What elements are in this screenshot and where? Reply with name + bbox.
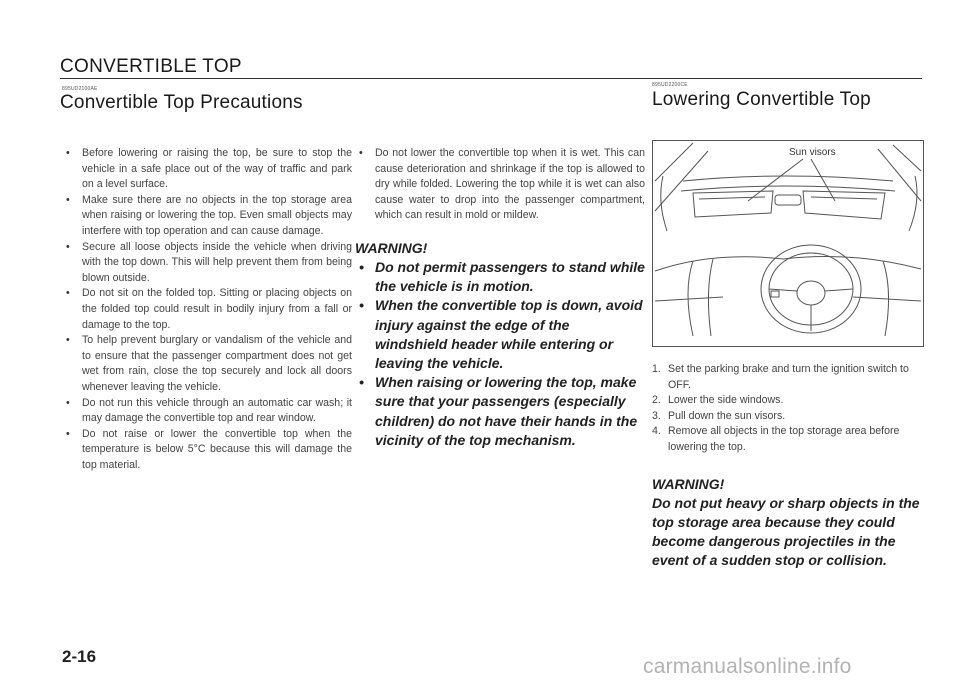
list-item xyxy=(652,362,924,393)
sun-visors-label: Sun visors xyxy=(789,147,836,158)
list-item: • Before lowering or raising the top, be sure to stop the vehicle in a safe place out of the way of traffic and park on a level surface. xyxy=(62,146,352,193)
step-number: 1. xyxy=(652,363,661,375)
step-number: 2. xyxy=(652,394,661,407)
list-item xyxy=(652,424,924,455)
dashboard-illustration xyxy=(653,141,923,346)
warning-list xyxy=(355,258,645,450)
precautions-heading: Convertible Top Precautions xyxy=(60,92,303,113)
warning-title: WARNING! xyxy=(652,475,725,492)
step-number: 3. xyxy=(652,409,661,422)
right-section-code: 895UD2200CE xyxy=(652,82,688,88)
list-item xyxy=(652,409,924,425)
precautions-list xyxy=(62,146,352,473)
precautions-list-continued xyxy=(355,146,645,224)
precautions-column-continued xyxy=(355,146,645,450)
warning-item: • When raising or lowering the top, make sure that your passengers (especially children) do not have their hands in the vicinity of the top mechanism. xyxy=(355,373,645,450)
step-number: 4. xyxy=(652,425,661,438)
step-text: Lower the side windows. xyxy=(668,394,784,407)
lowering-column xyxy=(652,362,924,570)
warning-text: Do not put heavy or sharp objects in the top storage area because they could become dangerous projectiles in the event of a sudden stop or collision. xyxy=(652,494,920,569)
sun-visors-figure xyxy=(652,140,924,347)
page-number: 2-16 xyxy=(62,647,97,666)
step-text: Pull down the sun visors. xyxy=(668,409,786,422)
section-title: CONVERTIBLE TOP xyxy=(60,56,242,77)
lowering-steps xyxy=(652,362,924,456)
list-item: • Do not raise or lower the convertible top when the temperature is below 5°C because this will damage the top material. xyxy=(62,427,352,474)
step-text: Set the parking brake and turn the ignition switch to OFF. xyxy=(668,363,909,391)
left-section-code: 895UD2100AE xyxy=(62,86,98,92)
list-item: • To help prevent burglary or vandalism of the vehicle and to ensure that the passenger compartment does not get wet from rain, close the top securely and lock all doors whenever leaving the vehicle. xyxy=(62,333,352,395)
warning-title: WARNING! xyxy=(355,239,428,256)
warning-item: • Do not permit passengers to stand while the vehicle is in motion. xyxy=(355,258,645,296)
list-item: • Do not lower the convertible top when it is wet. This can cause deterioration and shrinkage if the top is allowed to dry while folded. Lowering the top while it is wet can also cause water to drop into the passenger compartment, which can result in mold or mildew. xyxy=(355,146,645,224)
list-item: • Make sure there are no objects in the top storage area when raising or lowering the top. Even small objects may interfere with top operation and can cause damage. xyxy=(62,193,352,240)
list-item xyxy=(652,393,924,409)
list-item: • Secure all loose objects inside the vehicle when driving with the top down. This will help prevent them from being blown outside. xyxy=(62,240,352,287)
precautions-column xyxy=(62,146,352,473)
list-item: • Do not run this vehicle through an automatic car wash; it may damage the convertible top and rear window. xyxy=(62,396,352,427)
list-item: • Do not sit on the folded top. Sitting or placing objects on the folded top could result in bodily injury from a fall or damage to the top. xyxy=(62,286,352,333)
watermark: carmanualsonline.info xyxy=(643,655,852,678)
lowering-heading: Lowering Convertible Top xyxy=(652,89,871,110)
step-text: Remove all objects in the top storage area before lowering the top. xyxy=(668,425,900,453)
warning-item: • When the convertible top is down, avoid injury against the edge of the windshield header while entering or leaving the vehicle. xyxy=(355,296,645,373)
header-rule xyxy=(60,78,922,79)
